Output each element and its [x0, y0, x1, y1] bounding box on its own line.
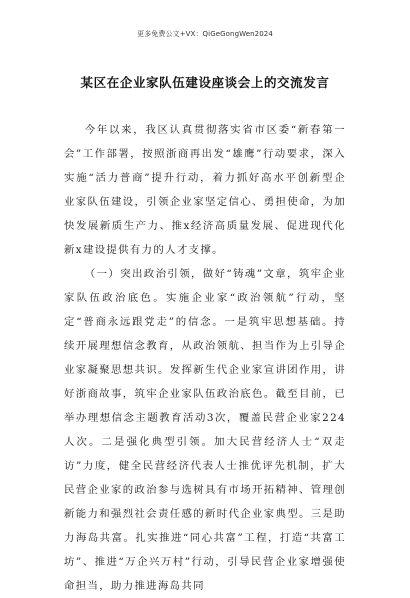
document-title: 某区在企业家队伍建设座谈会上的交流发言	[80, 75, 330, 90]
body-paragraph-section-1: （一）突出政治引领，做好“铸魂”文章，筑牢企业家队伍政治底色。实施企业家“政治领航”行动，坚定“普商永远跟党走”的信念。一是筑牢思想基础。持续开展理想信念教育，从政治领航、担当作为上引导企业家凝聚思想共识。发挥新生代企业家宣讲团作用，讲好浙商故事，筑牢企业家队伍政治底色。截至目前，已举办理想信念主题教育活动3次，覆盖民营企业家224人次。二是强化典型引领。加大民营经济人士“双走访”力度，健全民营经济代表人士推优评先机制，扩大民营企业家的政治参与选树具有市场开拓精神、管理创新能力和强烈社会责任感的新时代企业家典型。三是助力海岛共富。扎实推进“同心共富”工程，打造“共富工坊”、推进“万企兴万村”行动，引导民营企业家增强使命担当，助力推进海岛共同	[64, 268, 346, 592]
header-note: 更多免费公文+VX：QiGeGongWen2024	[137, 30, 273, 38]
document-body	[64, 118, 346, 598]
body-paragraph-intro: 今年以来，我区认真贯彻落实省市区委“新春第一会”工作部署，按照浙商再出发“雄鹰”行动要求，深入实施“活力普商”提升行动，着力抓好高水平创新型企业家队伍建设，引领企业家坚定信心、勇担使命，为加快发展新质生产力、推x经济高质量发展、促进现代化新x建设提供有力的人才支撑。	[64, 124, 346, 256]
